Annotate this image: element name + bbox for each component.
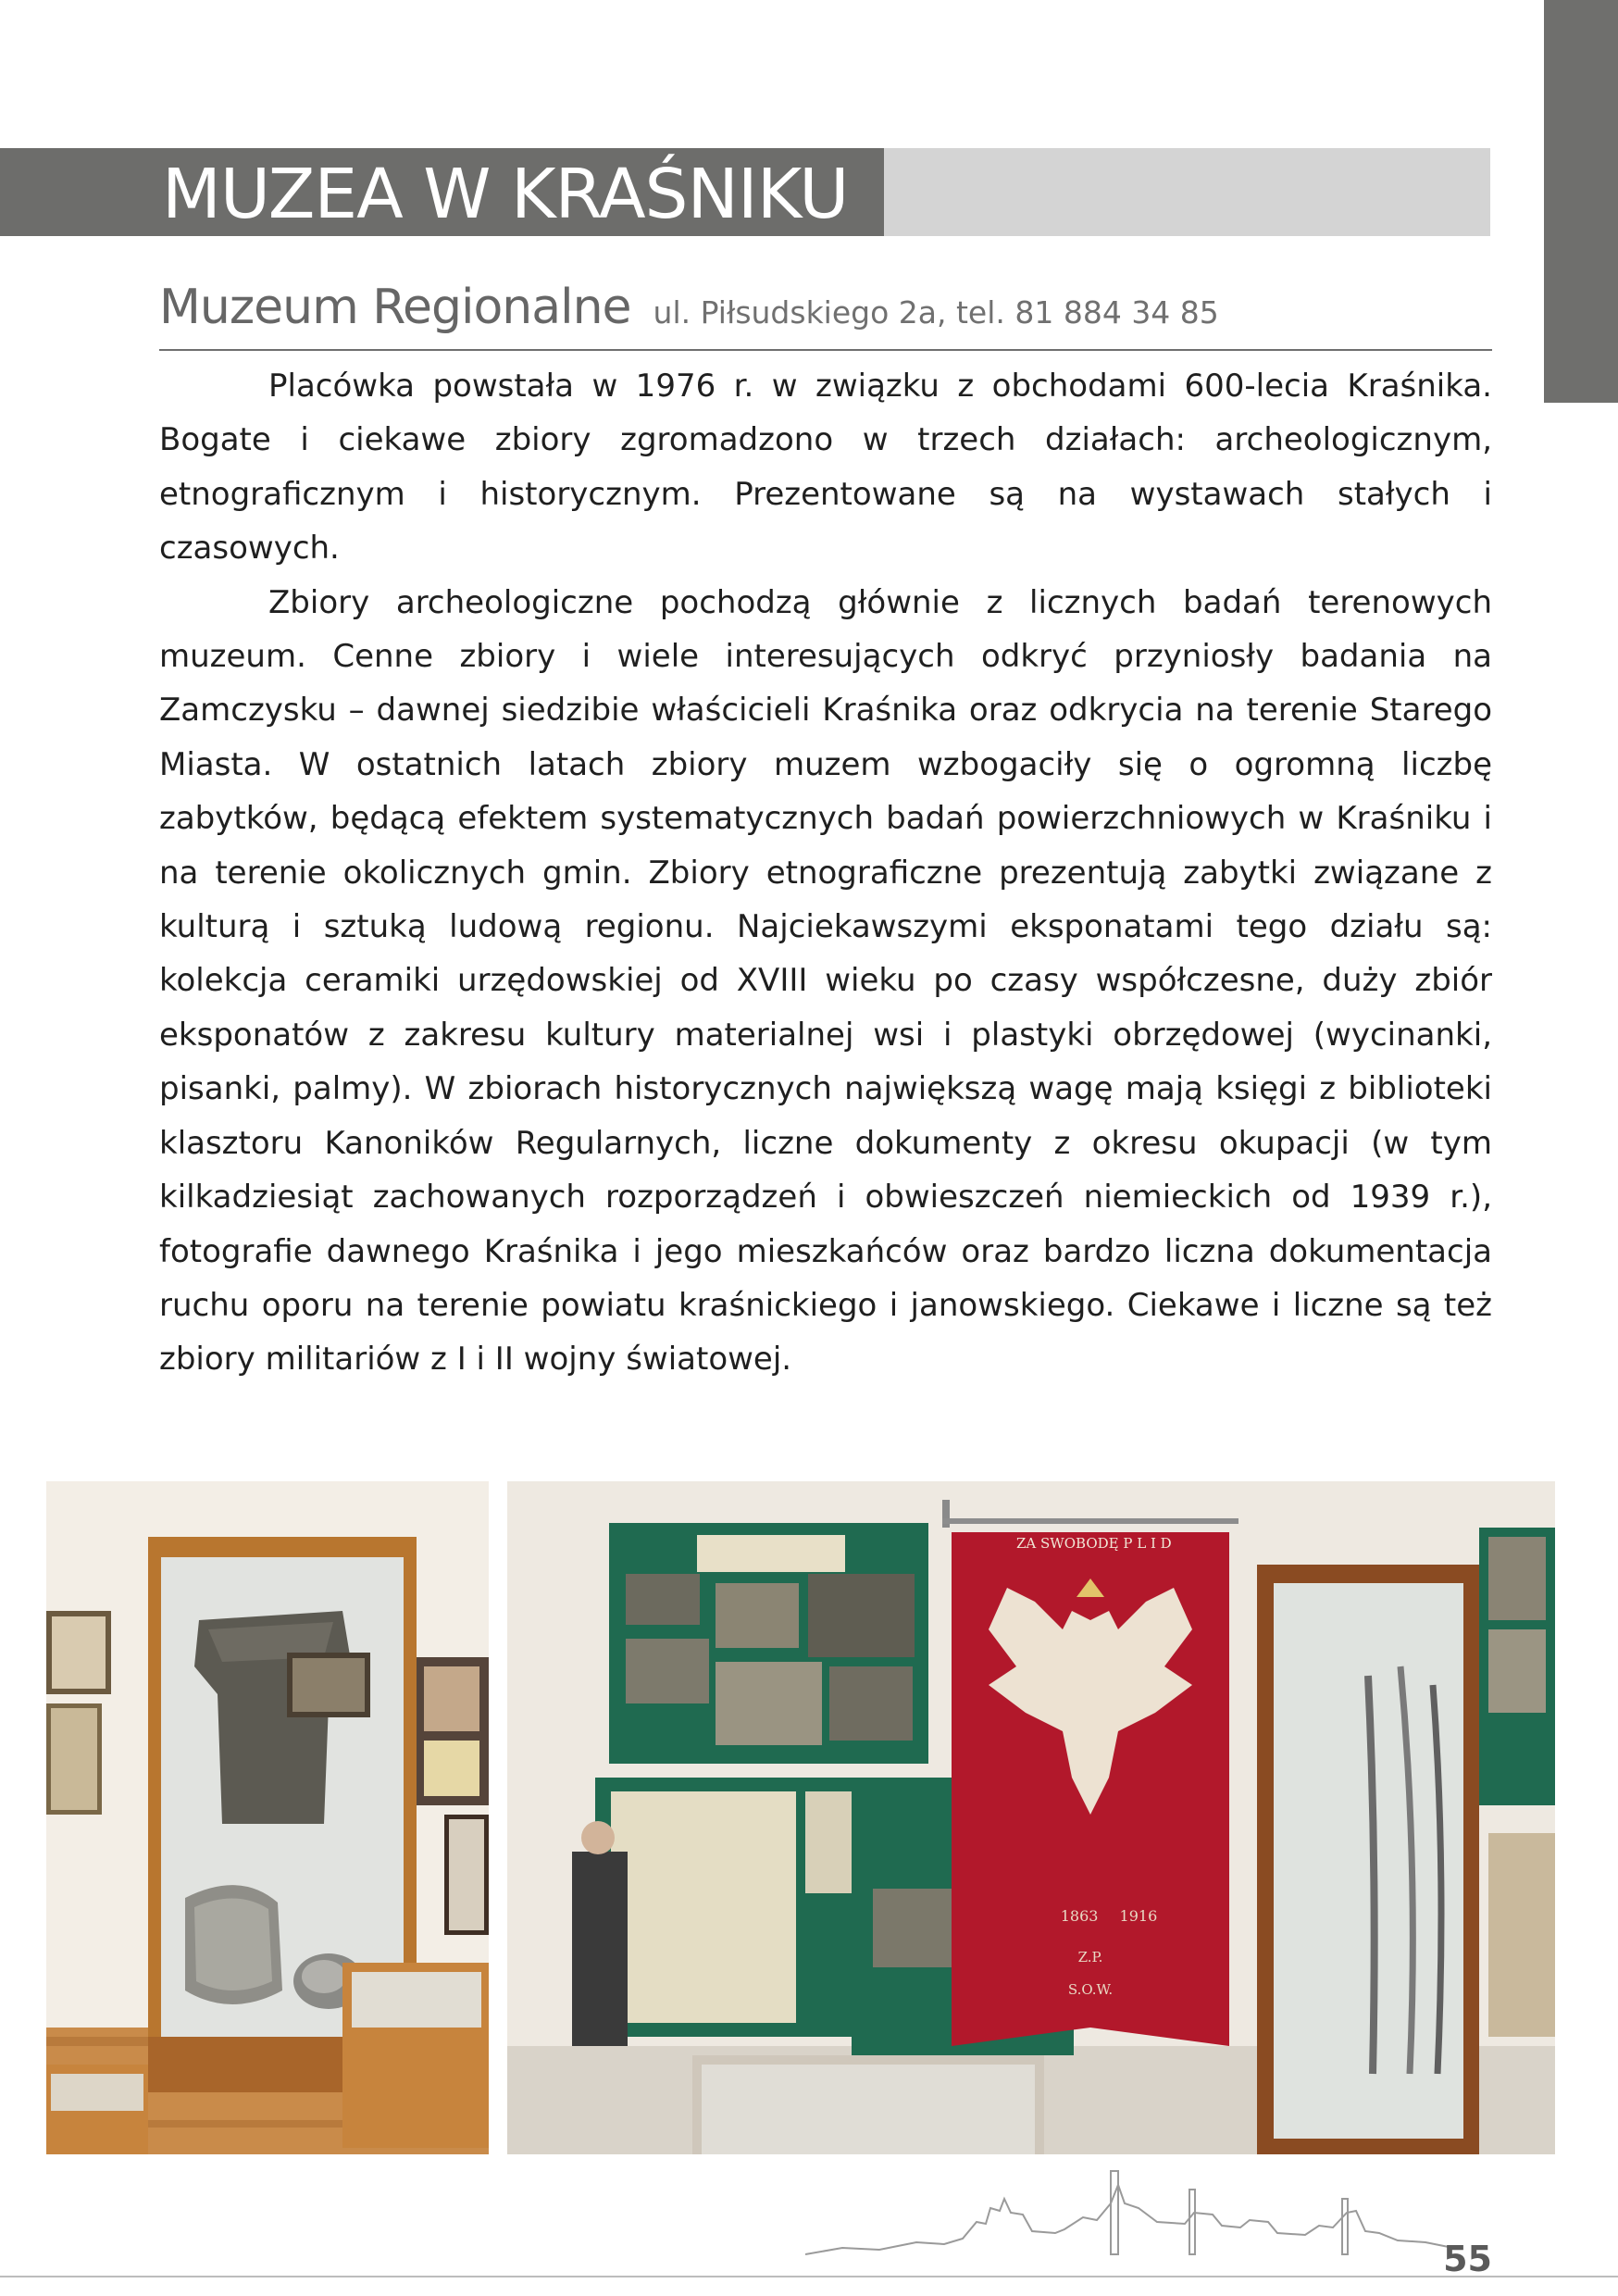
article-body [159, 359, 1492, 1387]
photo-exhibition-hall [507, 1481, 1555, 2154]
banner-middle-text: Z.P. [1077, 1949, 1103, 1965]
cabinet-illustration [46, 1481, 489, 2154]
paragraph: Placówka powstała w 1976 r. w związku z obchodami 600-lecia Kraśnika. Bogate i ciekawe zbiory zgromadzono w trzech działach: archeologicznym, etnograficznym i historycznym. Prezentowane są na wystawach stałych i czasowych. [159, 368, 1492, 568]
photo-display-cabinet [46, 1481, 489, 2154]
section-header [159, 280, 1492, 351]
page-title: MUZEA W KRAŚNIKU [162, 155, 849, 234]
museum-address: ul. Piłsudskiego 2a, tel. 81 884 34 85 [653, 294, 1219, 331]
footer-rule [0, 2276, 1618, 2277]
museum-name: Muzeum Regionalne [159, 280, 631, 335]
banner-bottom-text: S.O.W. [1067, 1981, 1114, 1998]
banner-top-text: ZA SWOBODĘ P L I D [1016, 1535, 1172, 1552]
page-number: 55 [1443, 2239, 1492, 2279]
banner-dates: 1863 1916 [1060, 1907, 1158, 1925]
chapter-side-tab [1544, 0, 1618, 403]
paragraph: Zbiory archeologiczne pochodzą głównie z licznych badań terenowych muzeum. Cenne zbiory i wiele interesujących odkryć przyniosły badania na Zamczysku – dawnej siedzibie właścicieli Kraśnika oraz odkrycia na terenie Starego Miasta. W ostatnich latach zbiory muzem wzbogaciły się o ogromną liczbę zabytków, będącą efektem systematycznych badań powierzchniowych w Kraśniku i na terenie okolicznych gmin. Zbiory etnograficzne prezentują zabytki związane z kulturą i sztuką ludową regionu. Najciekawszymi eksponatami tego działu są: kolekcja ceramiki urzędowskiej od XVIII wieku po czasy współczesne, duży zbiór eksponatów z zakresu kultury materialnej wsi i plastyki obrzędowej (wycinanki, pisanki, palmy). W zbiorach historycznych największą wagę mają księgi z biblioteki klasztoru Kanoników Regularnych, liczne dokumenty z okresu okupacji (w tym kilkadziesiąt zachowanych rozporządzeń i obwieszczeń niemieckich od 1939 r.), fotografie dawnego Kraśnika i jego mieszkańców oraz bardzo liczna dokumentacja ruchu oporu na terenie powiatu kraśnickiego i janowskiego. Ciekawe i liczne są też zbiory militariów z I i II wojny światowej. [159, 583, 1492, 1379]
exhibition-illustration [507, 1481, 1555, 2154]
town-skyline-ornament [805, 2166, 1453, 2259]
